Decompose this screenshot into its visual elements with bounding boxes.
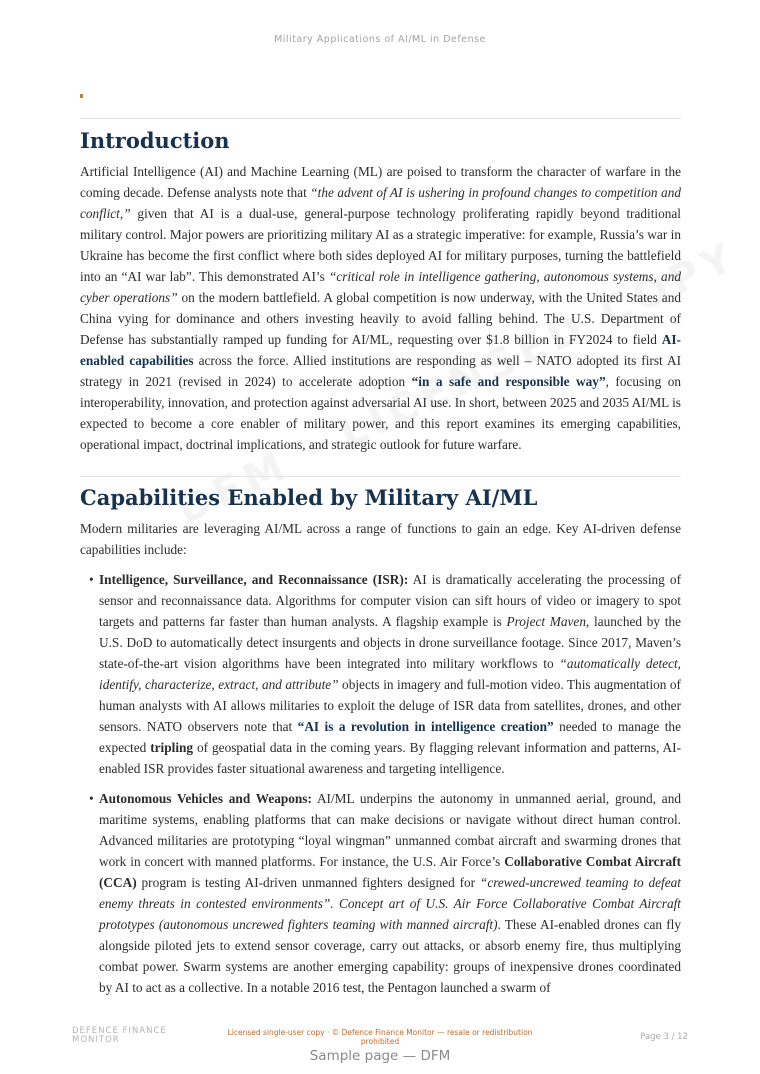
- list-item-title: Intelligence, Surveillance, and Reconnaissance (ISR):: [99, 572, 409, 587]
- list-item-emphasis: tripling: [150, 740, 194, 755]
- list-item-isr: [80, 569, 681, 779]
- publisher-name-line: DEFENCE FINANCE: [72, 1026, 167, 1036]
- intro-quote: “critical role in intelligence gathering, autonomous systems, and cyber operations”: [80, 269, 682, 305]
- list-item-text: AI/ML underpins the autonomy in unmanned aerial, ground, and maritime systems, enabling platforms that can make decisions or navigate without direct human control. Advanced militaries are prototyping “loyal wingman” unmanned combat aircraft and swarming drones that work in concert with manned platforms. For instance, the U.S. Air Force’s: [99, 791, 681, 869]
- intro-text: across the force. Allied institutions are responding as well – NATO adopted its first AI strategy in 2021 (revised in 2024) to accelerate adoption: [80, 353, 681, 389]
- list-item-text: objects in imagery and full-motion video. This augmentation of human analysts with AI allows militaries to exploit the deluge of ISR data from satellites, drones, and other sensors. NATO observers note that: [99, 677, 681, 734]
- bullet-marker: •: [89, 572, 94, 587]
- document-body: [80, 118, 681, 1007]
- list-item-italic: “automatically detect, identify, characterize, extract, and attribute”: [99, 656, 681, 692]
- intro-quote: “the advent of AI is ushering in profound changes to competition and conflict,”: [80, 185, 681, 221]
- intro-emphasis: AI-enabled capabilities: [80, 332, 681, 368]
- accent-mark: [80, 94, 83, 98]
- list-item-title: Autonomous Vehicles and Weapons:: [99, 791, 312, 806]
- list-item-text: of geospatial data in the coming years. By flagging relevant information and patterns, AI-enabled ISR provides faster situational awareness and targeting intelligence.: [99, 740, 681, 776]
- intro-text: on the modern battlefield. A global competition is now underway, with the United States and China vying for dominance and others investing heavily to avoid falling behind. The U.S. Department of Defense has substantially ramped up funding for AI/ML, requesting over $1.8 billion in FY2024 to field: [80, 290, 681, 347]
- license-notice: Licensed single-user copy · © Defence Finance Monitor — resale or redistribution prohibited: [227, 1028, 533, 1046]
- publisher-name-line: MONITOR: [72, 1035, 120, 1045]
- intro-text: , focusing on interoperability, innovation, and protection against adversarial AI use. In short, between 2025 and 2035 AI/ML is expected to become a core enabler of military power, and this report examines its emerging capabilities, operational impact, doctrinal implications, and strategic outlook for future warfare.: [80, 374, 681, 452]
- introduction-heading: Introduction: [80, 128, 230, 153]
- section-divider: [80, 476, 681, 477]
- list-item-text: AI is dramatically accelerating the processing of sensor and reconnaissance data. Algorithms for computer vision can sift hours of video or imagery to spot targets and patterns far faster than human analysts. A flagship example is: [99, 572, 681, 629]
- bullet-marker: •: [89, 791, 94, 806]
- capabilities-intro: Modern militaries are leveraging AI/ML across a range of functions to gain an edge. Key AI-driven defense capabilities include:: [80, 521, 681, 557]
- introduction-paragraph: [80, 161, 681, 455]
- capabilities-list: [80, 569, 681, 998]
- intro-text: Artificial Intelligence (AI) and Machine Learning (ML) are poised to transform the character of warfare in the coming decade. Defense analysts note that: [80, 164, 681, 200]
- sample-page-label: Sample page — DFM: [309, 1048, 451, 1064]
- list-item-italic: Project Maven: [506, 614, 586, 629]
- list-item-emphasis: “AI is a revolution in intelligence creation”: [297, 719, 554, 734]
- list-item-text: needed to manage the expected: [99, 719, 681, 755]
- list-item-emphasis: Collaborative Combat Aircraft (CCA): [99, 854, 681, 890]
- list-item-autonomous: [80, 788, 681, 998]
- intro-text: given that AI is a dual-use, general-purpose technology proliferating rapidly beyond traditional military control. Major powers are prioritizing military AI as a strategic imperative: for example, Russia’s war in Ukraine has become the first conflict where both sides deployed AI for military purposes, turning the battlefield into an “AI war lab”. This demonstrated AI’s: [80, 206, 681, 284]
- page-number: Page 3 / 12: [640, 1032, 688, 1042]
- list-item-text: program is testing AI-driven unmanned fighters designed for: [136, 875, 480, 890]
- list-item-text: , launched by the U.S. DoD to automatically detect insurgents and objects in drone surveillance footage. Since 2017, Maven’s state-of-the-art vision algorithms have been integrated into military workflows to: [99, 614, 681, 671]
- capabilities-heading: Capabilities Enabled by Military AI/ML: [80, 485, 538, 510]
- list-item-italic: “crewed-uncrewed teaming to defeat enemy threats in contested environments”. Concept art of U.S. Air Force Collaborative Combat Aircraft prototypes (autonomous uncrewed fighters teaming with manned aircraft): [99, 875, 681, 932]
- publisher-name: [72, 1027, 167, 1045]
- list-item-text: . These AI-enabled drones can fly alongside piloted jets to extend sensor coverage, carry out attacks, or absorb enemy fire, thus multiplying combat power. Swarm systems are another emerging capability: groups of inexpensive drones coordinated by AI to act as a collective. In a notable 2016 test, the Pentagon launched a swarm of: [99, 917, 681, 995]
- running-header: Military Applications of AI/ML in Defense: [274, 34, 486, 45]
- section-divider: [80, 118, 681, 119]
- intro-emphasis: “in a safe and responsible way”: [411, 374, 606, 389]
